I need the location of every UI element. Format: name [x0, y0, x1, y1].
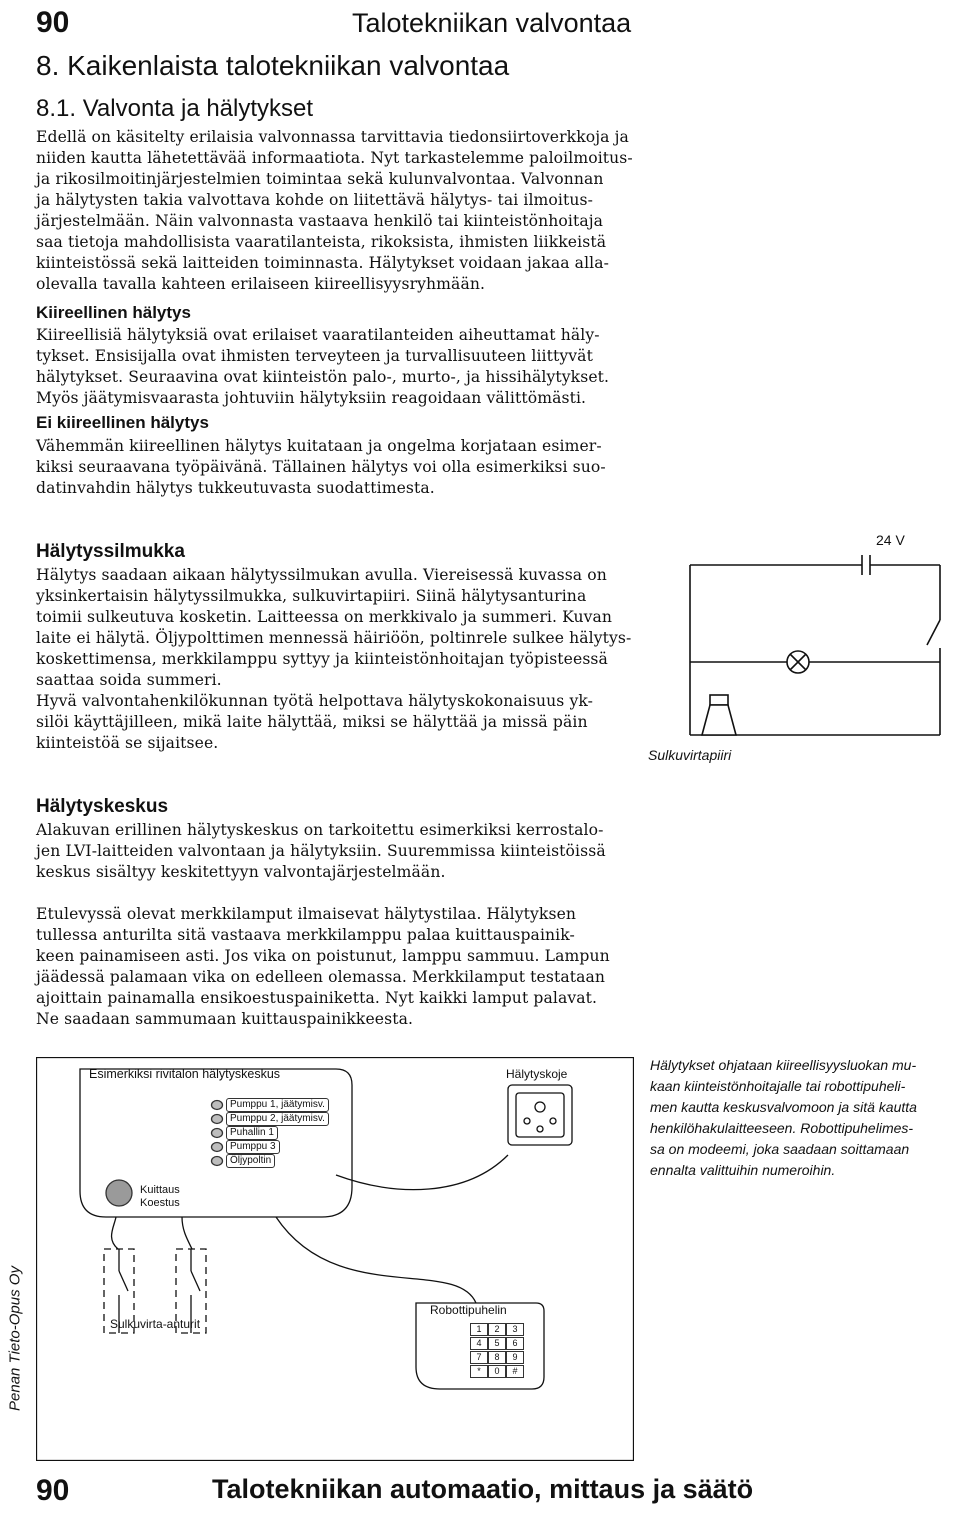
alarm-system-diagram — [36, 1057, 634, 1461]
center-line: Etulevyssä olevat merkkilamput ilmaisevat hälytystilaa. Hälytyksen — [36, 905, 577, 923]
section-title: 8.1. Valvonta ja hälytykset — [36, 95, 314, 122]
lamp-label: Puhallin 1 — [226, 1126, 278, 1140]
alarm-system-wiring — [36, 1057, 634, 1461]
center-line: Alakuvan erillinen hälytyskeskus on tarkoitettu esimerkiksi kerrostalo- — [36, 821, 604, 839]
keypad-key: * — [470, 1365, 488, 1378]
header-running-title: Talotekniikan valvontaa — [352, 8, 632, 38]
intro-line: ja rikosilmoitinjärjestelmien toimintaa sekä kulunvalvontaa. Valvonnan — [36, 170, 604, 188]
alarm-center-paragraph-2 — [36, 904, 656, 1030]
center-line: Ne saadaan sammumaan kuittauspainikkeesta. — [36, 1010, 414, 1028]
robot-phone-label: Robottipuhelin — [430, 1303, 507, 1317]
keypad-key: 4 — [470, 1337, 488, 1350]
keypad-key: 0 — [488, 1365, 506, 1378]
non-urgent-line: Vähemmän kiireellinen hälytys kuitataan ja ongelma korjataan esimer- — [36, 437, 602, 455]
lamp-label: Pumppu 2, jäätymisv. — [226, 1112, 329, 1126]
footer-book-title: Talotekniikan automaatio, mittaus ja säätö — [212, 1474, 754, 1504]
center-line: jen LVI-laitteiden valvontaan ja hälytyksiin. Suuremmissa kiinteistöissä — [36, 842, 606, 860]
keypad-key: 5 — [488, 1337, 506, 1350]
loop-line: saattaa soida summeri. — [36, 671, 222, 689]
intro-line: Edellä on käsitelty erilaisia valvonnassa tarvittavia tiedonsiirtoverkkoja ja — [36, 128, 629, 146]
non-urgent-line: kiksi seuraavana työpäivänä. Tällainen hälytys voi olla esimerkiksi suo- — [36, 458, 606, 476]
loop-line: kiinteistöä se sijaitsee. — [36, 734, 219, 752]
side-caption — [650, 1055, 958, 1181]
keypad-key: 2 — [488, 1323, 506, 1336]
urgent-alarm-heading: Kiireellinen hälytys — [36, 303, 191, 322]
center-line: tullessa anturilta sitä vastaava merkkilamppu palaa kuittauspainik- — [36, 926, 575, 944]
alarm-center-heading: Hälytyskeskus — [36, 796, 169, 817]
intro-paragraph — [36, 127, 656, 295]
alarm-loop-heading: Hälytyssilmukka — [36, 541, 185, 562]
acknowledge-button-label: Kuittaus — [140, 1184, 180, 1196]
intro-line: saa tietoja mahdollisista vaaratilanteista, rikoksista, ihmisten liikkeistä — [36, 233, 607, 251]
test-button-label: Koestus — [140, 1197, 180, 1209]
keypad-key: # — [506, 1365, 524, 1378]
lamp-label: Pumppu 1, jäätymisv. — [226, 1098, 329, 1112]
loop-line: yksinkertaisin hälytyssilmukka, sulkuvirtapiiri. Siinä hälytysanturina — [36, 587, 587, 605]
chapter-title: 8. Kaikenlaista talotekniikan valvontaa — [36, 50, 510, 81]
urgent-line: tykset. Ensisijalla ovat ihmisten terveyteen ja turvallisuuteen liittyvät — [36, 347, 593, 365]
intro-line: kiinteistössä sekä laitteiden toiminnasta. Hälytykset voidaan jakaa alla- — [36, 254, 610, 272]
center-line: ajoittain painamalla ensikoestuspainiketta. Nyt kaikki lamput palavat. — [36, 989, 598, 1007]
side-caption-line: kaan kiinteistönhoitajalle tai robottipuheli- — [650, 1078, 906, 1094]
urgent-line: Kiireellisiä hälytyksiä ovat erilaiset vaaratilanteiden aiheuttamat häly- — [36, 326, 600, 344]
alarm-center-box-title: Esimerkiksi rivitalon hälytyskeskus — [89, 1067, 281, 1081]
center-line: keskus sisältyy keskitettyyn valvontajärjestelmään. — [36, 863, 446, 881]
keypad-key: 6 — [506, 1337, 524, 1350]
side-caption-line: men kautta keskusvalvomoon ja sitä kautta — [650, 1099, 917, 1115]
publisher-vertical: Penan Tieto-Opus Oy — [6, 1266, 24, 1411]
keypad-key: 3 — [506, 1323, 524, 1336]
header-page-number: 90 — [36, 6, 70, 39]
alarm-center-paragraph-1 — [36, 820, 656, 883]
lamp-label: Öljypoltin — [226, 1154, 275, 1168]
center-line: jäädessä palamaan vika on edelleen olemassa. Merkkilamput testataan — [36, 968, 606, 986]
intro-line: niiden kautta lähetettävää informaatiota. Nyt tarkastelemme paloilmoitus- — [36, 149, 633, 167]
non-urgent-line: datinvahdin hälytys tukkeutuvasta suodattimesta. — [36, 479, 435, 497]
loop-line: laite ei hälytä. Öljypolttimen mennessä häiriöön, poltinrele sulkee hälytys- — [36, 629, 632, 647]
loop-line: Hälytys saadaan aikaan hälytyssilmukan avulla. Viereisessä kuvassa on — [36, 566, 607, 584]
keypad-key: 9 — [506, 1351, 524, 1364]
center-line: keen painamiseen asti. Jos vika on poistunut, lamppu sammuu. Lampun — [36, 947, 610, 965]
loop-line: silöi käyttäjilleen, mikä laite hälyttää, miksi se hälyttää ja missä päin — [36, 713, 588, 731]
intro-line: olevalla tavalla kahteen erilaiseen kiireellisyysryhmään. — [36, 275, 486, 293]
loop-line: toimii sulkeutuva kosketin. Laitteessa on merkkivalo ja summeri. Kuvan — [36, 608, 613, 626]
loop-line: koskettimensa, merkkilamppu syttyy ja kiinteistönhoitajan työpisteessä — [36, 650, 608, 668]
urgent-line: Myös jäätymisvaarasta johtuviin hälytyksiin reagoidaan välittömästi. — [36, 389, 587, 407]
side-caption-line: ennalta valittuihin numeroihin. — [650, 1162, 836, 1178]
urgent-alarm-paragraph — [36, 325, 656, 409]
alarm-loop-paragraph — [36, 565, 646, 754]
keypad-key: 8 — [488, 1351, 506, 1364]
loop-line: Hyvä valvontahenkilökunnan työtä helpottava hälytyskokonaisuus yk- — [36, 692, 593, 710]
intro-line: ja hälytysten takia valvottava kohde on liitettävä hälytys- tai ilmoitus- — [36, 191, 593, 209]
lamp-label: Pumppu 3 — [226, 1140, 280, 1154]
sensors-label: Sulkuvirta-anturit — [110, 1317, 201, 1331]
footer-page-number: 90 — [36, 1474, 70, 1507]
keypad-key: 7 — [470, 1351, 488, 1364]
keypad-key: 1 — [470, 1323, 488, 1336]
diagram-voltage-label: 24 V — [876, 532, 905, 548]
non-urgent-alarm-paragraph — [36, 436, 656, 499]
side-caption-line: henkilöhakulaitteeseen. Robottipuhelimes- — [650, 1120, 914, 1136]
side-caption-line: sa on modeemi, joka saadaan soittamaan — [650, 1141, 910, 1157]
intro-line: järjestelmään. Näin valvonnasta vastaava henkilö tai kiinteistönhoitaja — [36, 212, 604, 230]
diagram-caption: Sulkuvirtapiiri — [648, 747, 732, 763]
alarm-device-label: Hälytyskoje — [506, 1067, 568, 1081]
urgent-line: hälytykset. Seuraavina ovat kiinteistön palo-, murto-, ja hissihälytykset. — [36, 368, 610, 386]
non-urgent-alarm-heading: Ei kiireellinen hälytys — [36, 413, 209, 432]
closed-circuit-diagram — [640, 530, 960, 775]
side-caption-line: Hälytykset ohjataan kiireellisyysluokan mu- — [650, 1057, 917, 1073]
